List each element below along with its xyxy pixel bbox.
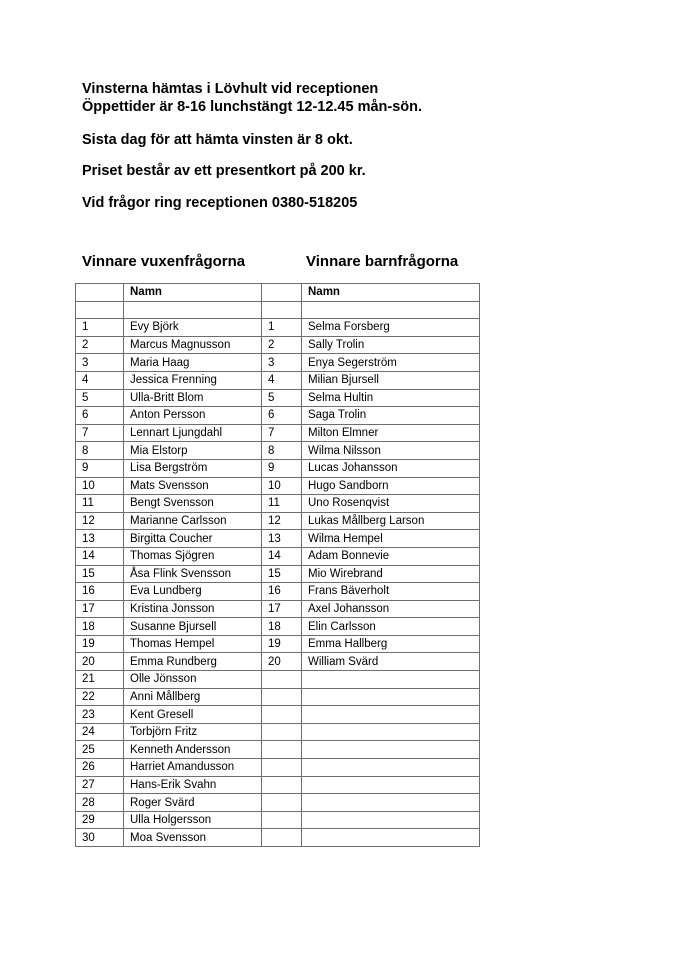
adult-number-cell: 16	[76, 583, 124, 601]
child-name-cell	[302, 723, 480, 741]
adult-number-cell: 11	[76, 495, 124, 513]
child-name-cell: Milton Elmner	[302, 424, 480, 442]
table-spacer-row	[76, 301, 480, 319]
child-name-cell: Lucas Johansson	[302, 459, 480, 477]
child-name-cell: Wilma Nilsson	[302, 442, 480, 460]
table-row	[76, 794, 480, 812]
child-number-cell: 17	[262, 600, 302, 618]
table-header-row	[76, 284, 480, 302]
child-name-cell: Wilma Hempel	[302, 530, 480, 548]
child-number-cell: 14	[262, 547, 302, 565]
adult-number-cell: 6	[76, 407, 124, 425]
adult-name-cell: Ulla Holgersson	[124, 811, 262, 829]
adult-number-cell: 29	[76, 811, 124, 829]
table-row	[76, 336, 480, 354]
table-row	[76, 477, 480, 495]
adult-name-cell: Jessica Frenning	[124, 371, 262, 389]
table-row	[76, 759, 480, 777]
adult-name-cell: Kristina Jonsson	[124, 600, 262, 618]
table-row	[76, 811, 480, 829]
adult-name-cell: Emma Rundberg	[124, 653, 262, 671]
child-name-cell: Emma Hallberg	[302, 635, 480, 653]
table-row	[76, 618, 480, 636]
adult-number-cell: 12	[76, 512, 124, 530]
table-row	[76, 424, 480, 442]
child-name-cell	[302, 829, 480, 847]
child-name-cell: Elin Carlsson	[302, 618, 480, 636]
table-row	[76, 319, 480, 337]
table-row	[76, 495, 480, 513]
adult-name-cell: Lennart Ljungdahl	[124, 424, 262, 442]
child-number-cell: 5	[262, 389, 302, 407]
adult-number-cell: 30	[76, 829, 124, 847]
adult-name-cell: Maria Haag	[124, 354, 262, 372]
adult-name-cell: Thomas Sjögren	[124, 547, 262, 565]
child-name-cell: Saga Trolin	[302, 407, 480, 425]
winners-table	[75, 283, 480, 847]
adult-name-cell: Moa Svensson	[124, 829, 262, 847]
adult-number-cell: 13	[76, 530, 124, 548]
child-number-cell: 6	[262, 407, 302, 425]
child-name-cell	[302, 741, 480, 759]
child-number-cell: 7	[262, 424, 302, 442]
adult-number-cell: 10	[76, 477, 124, 495]
adult-name-cell: Kenneth Andersson	[124, 741, 262, 759]
child-name-cell: Uno Rosenqvist	[302, 495, 480, 513]
adult-name-cell: Hans-Erik Svahn	[124, 776, 262, 794]
adult-number-cell: 4	[76, 371, 124, 389]
child-name-cell: Lukas Mållberg Larson	[302, 512, 480, 530]
child-number-cell: 11	[262, 495, 302, 513]
child-number-cell: 18	[262, 618, 302, 636]
adult-number-cell: 17	[76, 600, 124, 618]
child-name-cell	[302, 811, 480, 829]
child-number-cell	[262, 829, 302, 847]
child-name-cell: Mio Wirebrand	[302, 565, 480, 583]
adult-name-header-cell: Namn	[124, 284, 262, 302]
adult-number-cell: 3	[76, 354, 124, 372]
child-number-cell: 9	[262, 459, 302, 477]
adult-name-cell: Anni Mållberg	[124, 688, 262, 706]
adult-name-cell: Lisa Bergström	[124, 459, 262, 477]
table-row	[76, 389, 480, 407]
table-row	[76, 653, 480, 671]
table-row	[76, 583, 480, 601]
child-name-cell: Enya Segerström	[302, 354, 480, 372]
child-number-cell: 1	[262, 319, 302, 337]
table-row	[76, 741, 480, 759]
adult-number-cell: 19	[76, 635, 124, 653]
child-name-cell	[302, 794, 480, 812]
adult-name-cell: Eva Lundberg	[124, 583, 262, 601]
child-name-cell: Frans Bäverholt	[302, 583, 480, 601]
child-number-cell	[262, 811, 302, 829]
child-name-cell: Milian Bjursell	[302, 371, 480, 389]
child-number-cell: 10	[262, 477, 302, 495]
child-name-cell: William Svärd	[302, 653, 480, 671]
adult-number-cell: 20	[76, 653, 124, 671]
adult-name-cell: Torbjörn Fritz	[124, 723, 262, 741]
child-number-cell	[262, 671, 302, 689]
child-number-cell: 15	[262, 565, 302, 583]
table-row	[76, 512, 480, 530]
table-row	[76, 565, 480, 583]
child-name-cell: Sally Trolin	[302, 336, 480, 354]
adult-number-cell: 24	[76, 723, 124, 741]
adult-name-cell: Marcus Magnusson	[124, 336, 262, 354]
table-row	[76, 671, 480, 689]
table-row	[76, 547, 480, 565]
adult-number-cell: 22	[76, 688, 124, 706]
child-number-cell: 8	[262, 442, 302, 460]
adult-name-cell: Evy Björk	[124, 319, 262, 337]
table-row	[76, 371, 480, 389]
table-row	[76, 600, 480, 618]
adult-number-cell: 21	[76, 671, 124, 689]
child-name-cell: Selma Hultin	[302, 389, 480, 407]
adult-number-cell: 14	[76, 547, 124, 565]
adult-number-cell: 15	[76, 565, 124, 583]
adult-name-cell: Birgitta Coucher	[124, 530, 262, 548]
adult-number-cell: 9	[76, 459, 124, 477]
table-row	[76, 459, 480, 477]
table-row	[76, 407, 480, 425]
table-row	[76, 776, 480, 794]
adult-number-cell: 26	[76, 759, 124, 777]
table-row	[76, 530, 480, 548]
adult-name-cell: Anton Persson	[124, 407, 262, 425]
child-name-cell	[302, 759, 480, 777]
adult-number-cell: 2	[76, 336, 124, 354]
adult-name-cell: Kent Gresell	[124, 706, 262, 724]
adult-name-cell: Susanne Bjursell	[124, 618, 262, 636]
table-row	[76, 442, 480, 460]
adult-number-cell: 8	[76, 442, 124, 460]
adult-name-cell: Bengt Svensson	[124, 495, 262, 513]
adult-name-cell: Thomas Hempel	[124, 635, 262, 653]
table-row	[76, 688, 480, 706]
child-number-cell: 3	[262, 354, 302, 372]
adult-name-cell: Ulla-Britt Blom	[124, 389, 262, 407]
child-number-cell	[262, 776, 302, 794]
child-number-cell	[262, 759, 302, 777]
table-row	[76, 635, 480, 653]
adult-number-cell: 1	[76, 319, 124, 337]
adult-number-cell: 23	[76, 706, 124, 724]
child-name-cell	[302, 776, 480, 794]
child-name-cell	[302, 671, 480, 689]
child-number-cell: 4	[262, 371, 302, 389]
child-number-cell: 2	[262, 336, 302, 354]
child-number-cell	[262, 688, 302, 706]
prize-text: Priset består av ett presentkort på 200 kr.	[82, 163, 366, 179]
adult-name-cell: Marianne Carlsson	[124, 512, 262, 530]
last-pickup-day-text: Sista dag för att hämta vinsten är 8 okt.	[82, 132, 353, 148]
child-number-cell	[262, 706, 302, 724]
adult-number-cell: 28	[76, 794, 124, 812]
child-name-cell: Selma Forsberg	[302, 319, 480, 337]
adult-name-cell: Mia Elstorp	[124, 442, 262, 460]
child-number-header-cell	[262, 284, 302, 302]
adult-number-cell: 25	[76, 741, 124, 759]
adult-number-cell: 27	[76, 776, 124, 794]
pickup-location-text: Vinsterna hämtas i Lövhult vid receptionen	[82, 81, 379, 97]
adult-name-cell: Mats Svensson	[124, 477, 262, 495]
table-row	[76, 723, 480, 741]
child-number-cell: 16	[262, 583, 302, 601]
child-name-cell	[302, 706, 480, 724]
table-row	[76, 354, 480, 372]
child-winners-heading: Vinnare barnfrågorna	[306, 253, 459, 270]
adult-winners-heading: Vinnare vuxenfrågorna	[82, 253, 246, 270]
child-name-cell: Hugo Sandborn	[302, 477, 480, 495]
child-name-cell: Axel Johansson	[302, 600, 480, 618]
table-row	[76, 706, 480, 724]
adult-name-cell: Roger Svärd	[124, 794, 262, 812]
child-number-cell	[262, 794, 302, 812]
adult-number-header-cell	[76, 284, 124, 302]
child-number-cell	[262, 723, 302, 741]
adult-name-cell: Olle Jönsson	[124, 671, 262, 689]
child-number-cell: 12	[262, 512, 302, 530]
child-name-header-cell: Namn	[302, 284, 480, 302]
adult-name-cell: Åsa Flink Svensson	[124, 565, 262, 583]
child-name-cell: Adam Bonnevie	[302, 547, 480, 565]
adult-number-cell: 18	[76, 618, 124, 636]
child-number-cell	[262, 741, 302, 759]
child-number-cell: 19	[262, 635, 302, 653]
opening-hours-text: Öppettider är 8-16 lunchstängt 12-12.45 mån-sön.	[82, 99, 423, 115]
adult-number-cell: 5	[76, 389, 124, 407]
contact-phone-text: Vid frågor ring receptionen 0380-518205	[82, 195, 358, 211]
child-name-cell	[302, 688, 480, 706]
adult-name-cell: Harriet Amandusson	[124, 759, 262, 777]
child-number-cell: 20	[262, 653, 302, 671]
table-row	[76, 829, 480, 847]
adult-number-cell: 7	[76, 424, 124, 442]
child-number-cell: 13	[262, 530, 302, 548]
